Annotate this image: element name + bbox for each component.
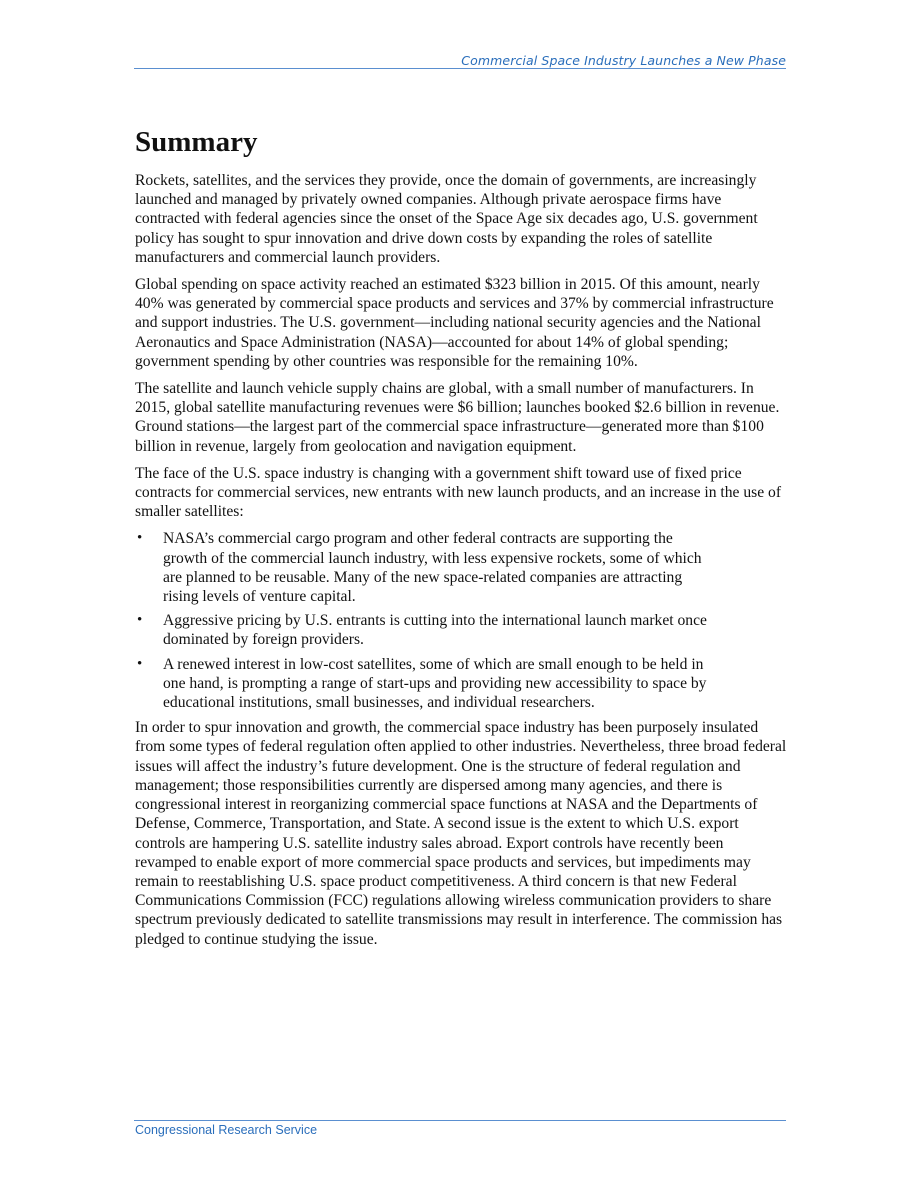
bullet-marker: • [137, 655, 143, 672]
paragraph-5: In order to spur innovation and growth, the commercial space industry has been purposely insulated from some types of federal regulation often applied to other industries. Nevertheless, three broad federal issues will affect the industry’s future development. One is the structure of federal regulation and management; those responsibilities currently are dispersed among many agencies, and there is congressional interest in reorganizing commercial space functions at NASA and the Departments of Defense, Commerce, Transportation, and State. A second issue is the extent to which U.S. export controls are hampering U.S. satellite industry sales abroad. Export controls have recently been revamped to enable export of more commercial space products and services, but impediments may remain to reestablishing U.S. space product competitiveness. A third concern is that new Federal Communications Commission (FCC) regulations allowing wireless communication providers to share spectrum previously dedicated to satellite transmissions may result in interference. The commission has pledged to continue studying the issue. [135, 719, 787, 948]
footer-divider [134, 1120, 786, 1121]
bullet-item-1 [135, 529, 710, 606]
bullet-item-2 [135, 611, 710, 649]
section-title: Summary [135, 126, 258, 158]
bullet-text: NASA’s commercial cargo program and other federal contracts are supporting the growth of the commercial launch industry, with less expensive rockets, some of which are planned to be reusable. Many of the new space-related companies are attracting rising levels of venture capital. [163, 530, 702, 606]
paragraph-2: Global spending on space activity reached an estimated $323 billion in 2015. Of this amount, nearly 40% was generated by commercial space products and services and 37% by commercial infrastructure and support industries. The U.S. government—including national security agencies and the National Aeronautics and Space Administration (NASA)—accounted for about 14% of global spending; government spending by other countries was responsible for the remaining 10%. [135, 276, 774, 370]
paragraph-3: The satellite and launch vehicle supply chains are global, with a small number of manufacturers. In 2015, global satellite manufacturing revenues were $6 billion; launches booked $2.6 billion in revenue. Ground stations—the largest part of the commercial space infrastructure—generated more than $100 billion in revenue, largely from geolocation and navigation equipment. [135, 380, 780, 455]
main-content [135, 125, 787, 957]
bullet-marker: • [137, 612, 143, 629]
bullet-item-3 [135, 655, 710, 713]
bullet-text: A renewed interest in low-cost satellites, some of which are small enough to be held in one hand, is prompting a range of start-ups and providing new accessibility to space by educational institutions, small businesses, and individual researchers. [163, 655, 707, 712]
running-header-title: Commercial Space Industry Launches a New Phase [461, 53, 786, 68]
footer-publisher: Congressional Research Service [135, 1123, 318, 1137]
bullet-list [135, 529, 710, 712]
paragraph-4: The face of the U.S. space industry is changing with a government shift toward use of fixed price contracts for commercial services, new entrants with new launch products, and an increase in the use of smaller satellites: [135, 464, 782, 521]
bullet-text: Aggressive pricing by U.S. entrants is cutting into the international launch market once dominated by foreign providers. [163, 612, 707, 649]
paragraph-1: Rockets, satellites, and the services they provide, once the domain of governments, are increasingly launched and managed by privately owned companies. Although private aerospace firms have contracted with federal agencies since the onset of the Space Age six decades ago, U.S. government policy has sought to spur innovation and drive down costs by expanding the roles of satellite manufacturers and commercial launch providers. [135, 172, 758, 266]
header-divider [134, 68, 786, 69]
bullet-marker: • [137, 530, 143, 547]
